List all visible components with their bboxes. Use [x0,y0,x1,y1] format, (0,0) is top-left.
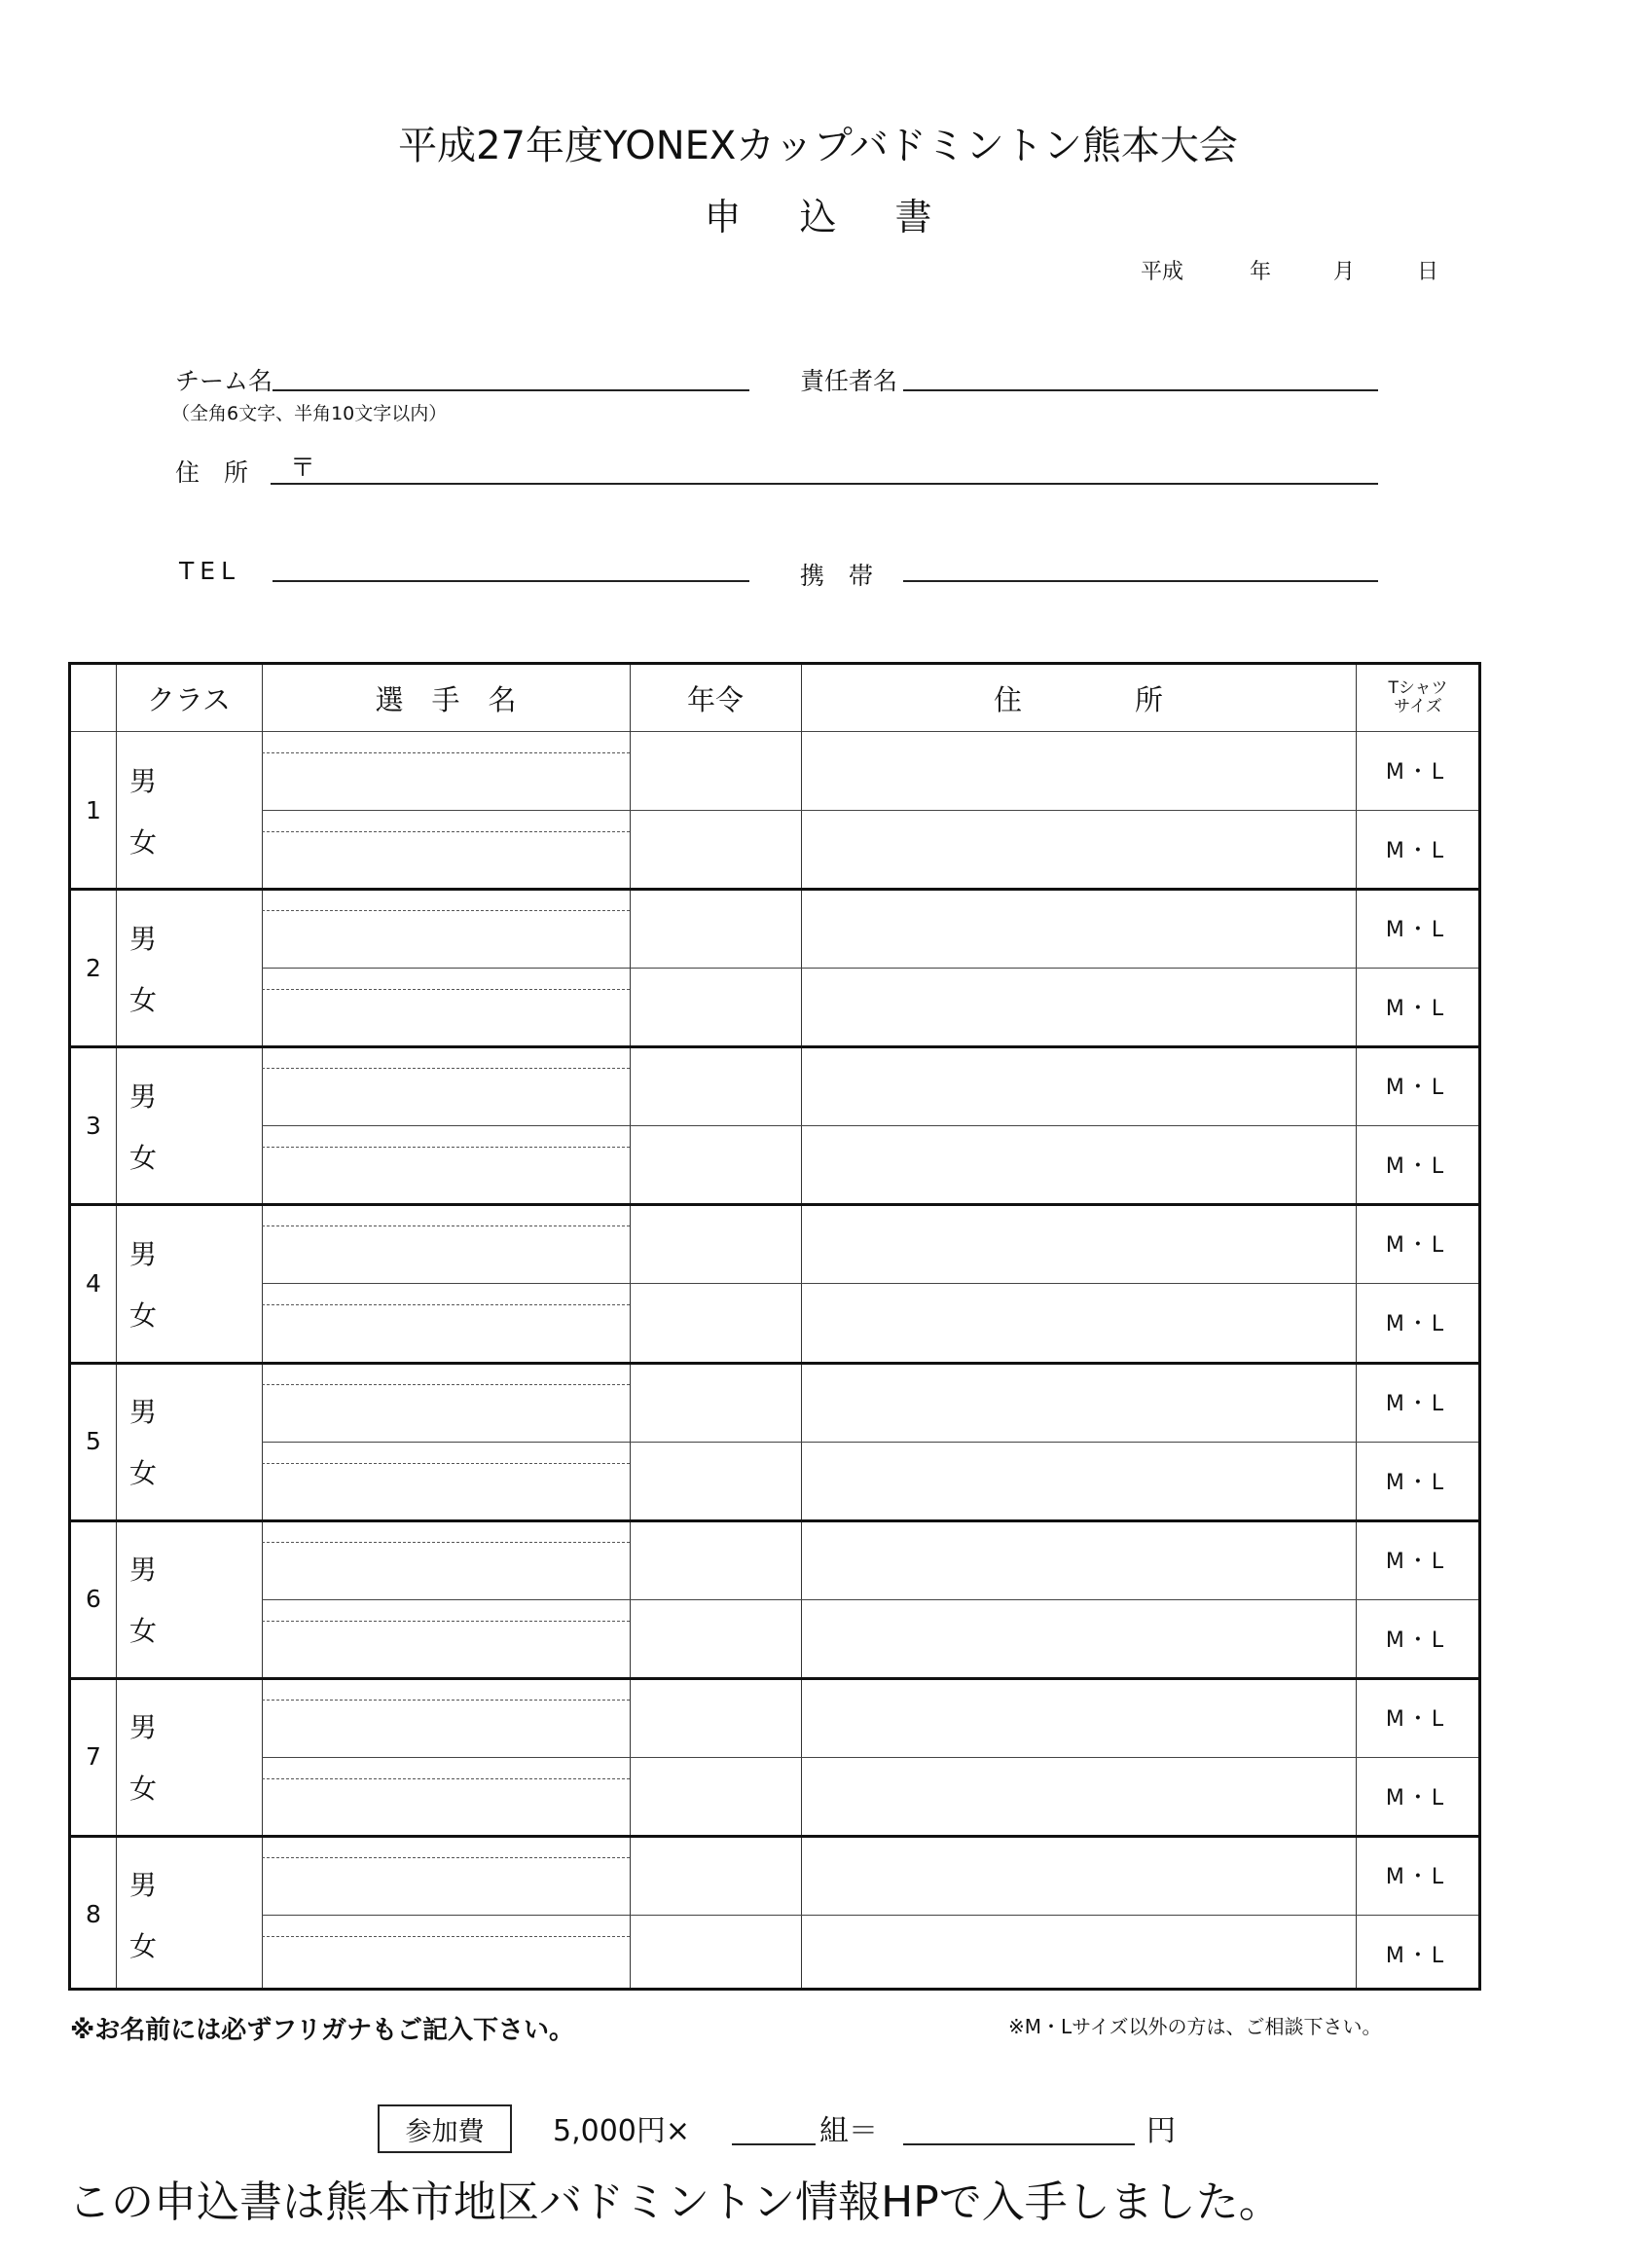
row-divider [262,968,1478,969]
furigana-line [262,831,630,832]
female-label: 女 [128,1615,157,1648]
female-label: 女 [128,825,157,859]
date-month-label: 月 [1333,260,1356,284]
male-label: 男 [128,1237,157,1270]
player-group [71,1678,1478,1836]
furigana-line [262,1304,630,1305]
female-label: 女 [128,1930,157,1963]
tshirt-size-option[interactable]: M・L [1385,1549,1447,1574]
tshirt-size-option[interactable]: M・L [1385,1785,1447,1811]
date-year-label: 年 [1250,260,1272,284]
group-number: 1 [86,795,101,824]
manager-name-label: 責任者名 [800,367,898,395]
fee-amount: 5,000円× [553,2114,691,2148]
entry-table [68,662,1481,1991]
furigana-line [262,1542,630,1543]
female-label: 女 [128,1299,157,1332]
manager-name-field[interactable] [903,389,1378,391]
furigana-line [262,1621,630,1622]
furigana-note: ※お名前には必ずフリガナもご記入下さい。 [70,2016,574,2045]
furigana-line [262,1463,630,1464]
furigana-line [262,910,630,911]
female-label: 女 [128,1773,157,1806]
player-group [71,1363,1478,1520]
player-group [71,1204,1478,1362]
group-number: 2 [86,953,101,982]
tshirt-size-option[interactable]: M・L [1385,839,1447,864]
male-label: 男 [128,764,157,797]
furigana-line [262,1384,630,1385]
size-note: ※M・Lサイズ以外の方は、ご相談下さい。 [1008,2015,1382,2038]
male-label: 男 [128,1869,157,1902]
form-title: 平成27年度YONEXカップバドミントン熊本大会 [398,124,1238,168]
female-label: 女 [128,1141,157,1174]
header-tshirt-line1: Tシャツ [1388,678,1448,698]
group-count-field[interactable] [732,2143,816,2145]
male-label: 男 [128,1079,157,1113]
furigana-line [262,1068,630,1069]
row-divider [262,1599,1478,1600]
tshirt-size-option[interactable]: M・L [1385,997,1447,1022]
player-group [71,1046,1478,1204]
tshirt-size-option[interactable]: M・L [1385,1154,1447,1180]
player-group [71,1836,1478,1994]
fee-label-box: 参加費 [378,2104,512,2153]
male-label: 男 [128,1711,157,1744]
form-subtitle: 申込書 [704,196,991,238]
furigana-line [262,1147,630,1148]
furigana-line [262,752,630,753]
mobile-label: 携 帯 [800,562,874,590]
tshirt-size-option[interactable]: M・L [1385,1076,1447,1101]
group-number: 3 [86,1111,101,1140]
male-label: 男 [128,1396,157,1429]
furigana-line [262,1778,630,1779]
group-number: 8 [86,1900,101,1929]
address-field[interactable] [271,483,1378,485]
tshirt-size-option[interactable]: M・L [1385,918,1447,943]
tshirt-size-option[interactable]: M・L [1385,1628,1447,1653]
header-tshirt-size [1356,665,1480,731]
tshirt-size-option[interactable]: M・L [1385,1706,1447,1732]
furigana-line [262,989,630,990]
tel-field[interactable] [273,580,749,582]
player-group [71,731,1478,889]
row-divider [262,1283,1478,1284]
player-group [71,889,1478,1046]
team-name-field[interactable] [273,389,749,391]
postal-mark: 〒 [290,454,316,483]
tel-label: TEL [179,557,240,585]
tshirt-size-option[interactable]: M・L [1385,1233,1447,1259]
group-number: 4 [86,1268,101,1298]
female-label: 女 [128,983,157,1016]
row-divider [262,810,1478,811]
row-divider [262,1915,1478,1916]
furigana-line [262,1225,630,1226]
fee-currency: 円 [1146,2114,1176,2148]
fee-total-field[interactable] [903,2143,1135,2145]
tshirt-size-option[interactable]: M・L [1385,1470,1447,1495]
group-number: 5 [86,1427,101,1456]
tshirt-size-option[interactable]: M・L [1385,760,1447,786]
team-name-label: チーム名 [175,367,273,395]
source-note: この申込書は熊本市地区バドミントン情報HPで入手しました。 [68,2177,1282,2227]
fee-group-unit: 組＝ [819,2114,878,2148]
header-player-name: 選 手 名 [375,682,517,716]
header-class: クラス [146,682,232,716]
mobile-field[interactable] [903,580,1378,582]
row-divider [262,1757,1478,1758]
female-label: 女 [128,1457,157,1490]
male-label: 男 [128,922,157,955]
row-divider [262,1442,1478,1443]
tshirt-size-option[interactable]: M・L [1385,1312,1447,1337]
header-tshirt-line2: サイズ [1394,697,1442,716]
group-number: 6 [86,1585,101,1614]
male-label: 男 [128,1554,157,1587]
date-era: 平成 [1141,260,1184,284]
header-age: 年令 [686,682,744,716]
group-number: 7 [86,1742,101,1772]
player-group [71,1520,1478,1678]
tshirt-size-option[interactable]: M・L [1385,1943,1447,1968]
furigana-line [262,1936,630,1937]
date-day-label: 日 [1417,260,1439,284]
furigana-line [262,1700,630,1701]
tshirt-size-option[interactable]: M・L [1385,1864,1447,1889]
row-divider [262,1125,1478,1126]
tshirt-size-option[interactable]: M・L [1385,1391,1447,1416]
address-label: 住 所 [175,458,249,487]
team-name-note: （全角6文字、半角10文字以内） [171,403,448,424]
furigana-line [262,1857,630,1858]
header-address: 住 所 [993,682,1163,716]
